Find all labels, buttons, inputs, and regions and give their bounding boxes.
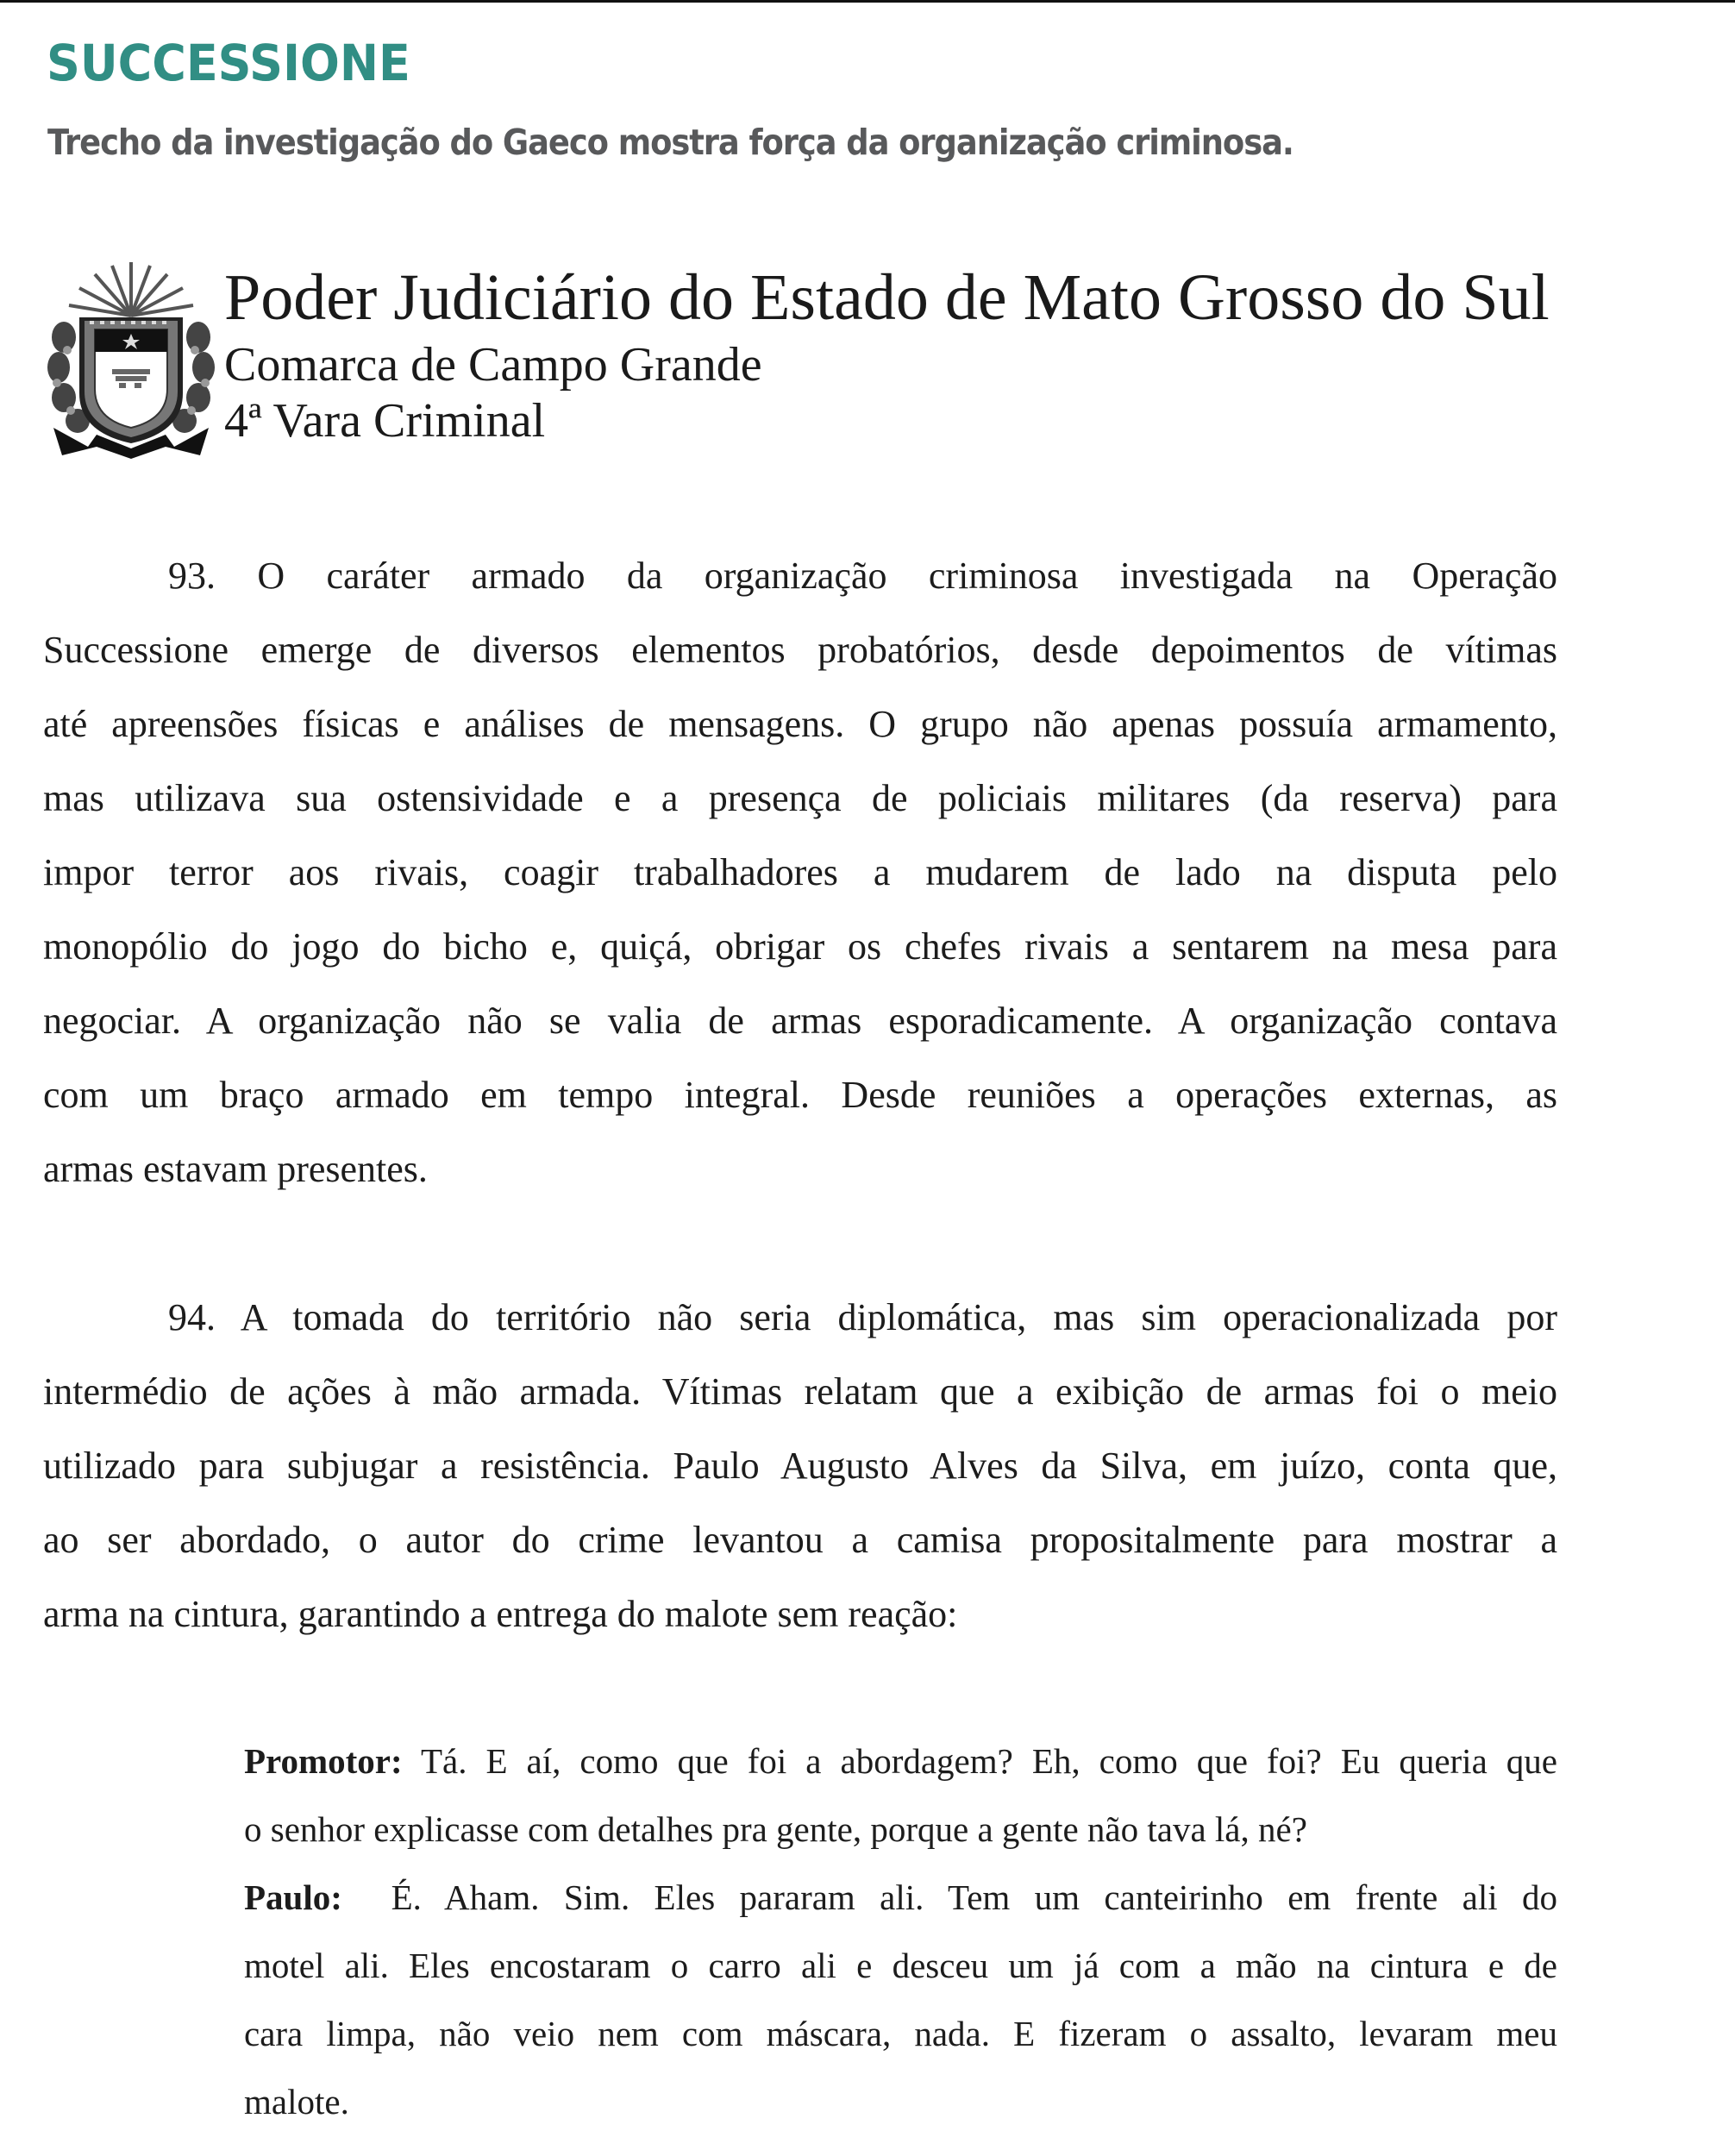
paragraph-line: negociar. A organização não se valia de armas esporadicamente. A organização contava [43,1000,1557,1042]
transcript-line [244,1807,1557,1852]
top-rule [0,0,1735,3]
paragraph-line: arma na cintura, garantindo a entrega do malote sem reação: [43,1593,958,1635]
paragraph-line: monopólio do jogo do bicho e, quiçá, obrigar os chefes rivais a sentarem na mesa para [43,925,1557,968]
transcript-text: É. Aham. Sim. Eles pararam ali. Tem um canteirinho em frente ali do [341,1877,1557,1917]
court-district: Comarca de Campo Grande [224,338,762,392]
caption-subtitle: Trecho da investigação do Gaeco mostra força da organização criminosa. [47,122,1293,163]
state-coat-of-arms-icon [45,255,217,461]
court-division: 4ª Vara Criminal [224,394,546,448]
paragraph-line: 93. O caráter armado da organização criminosa investigada na Operação [168,555,1557,597]
section-kicker: SUCCESSIONE [47,34,410,92]
paragraph-line: impor terror aos rivais, coagir trabalhadores a mudarem de lado na disputa pelo [43,851,1557,893]
transcript-line [244,2011,1557,2056]
paragraph-line: armas estavam presentes. [43,1148,428,1190]
speaker-label: Promotor: [244,1741,403,1781]
paragraph-line: até apreensões físicas e análises de mensagens. O grupo não apenas possuía armamento, [43,703,1557,745]
transcript-text: motel ali. Eles encostaram o carro ali e desceu um já com a mão na cintura e de [244,1946,1557,1985]
transcript-text: o senhor explicasse com detalhes pra gente, porque a gente não tava lá, né? [244,1809,1307,1849]
transcript-line [244,1875,1557,1920]
transcript-text: Tá. E aí, como que foi a abordagem? Eh, como que foi? Eu queria que [402,1741,1557,1781]
transcript-line [244,1739,1557,1783]
speaker-label: Paulo: [244,1877,342,1917]
paragraph-line: 94. A tomada do território não seria diplomática, mas sim operacionalizada por [168,1296,1557,1338]
paragraph-line: com um braço armado em tempo integral. Desde reuniões a operações externas, as [43,1074,1557,1116]
transcript-line [244,2079,1557,2124]
transcript-text: cara limpa, não veio nem com máscara, nada. E fizeram o assalto, levaram meu [244,2014,1557,2053]
transcript-text: malote. [244,2082,349,2122]
court-name: Poder Judiciário do Estado de Mato Grosso do Sul [224,261,1550,334]
transcript-line [244,1943,1557,1988]
paragraph-line: intermédio de ações à mão armada. Vítimas relatam que a exibição de armas foi o meio [43,1370,1557,1413]
paragraph-line: mas utilizava sua ostensividade e a presença de policiais militares (da reserva) para [43,777,1557,819]
paragraph-line: Successione emerge de diversos elementos probatórios, desde depoimentos de vítimas [43,629,1557,671]
paragraph-line: ao ser abordado, o autor do crime levantou a camisa propositalmente para mostrar a [43,1519,1557,1561]
paragraph-line: utilizado para subjugar a resistência. Paulo Augusto Alves da Silva, em juízo, conta que, [43,1445,1557,1487]
